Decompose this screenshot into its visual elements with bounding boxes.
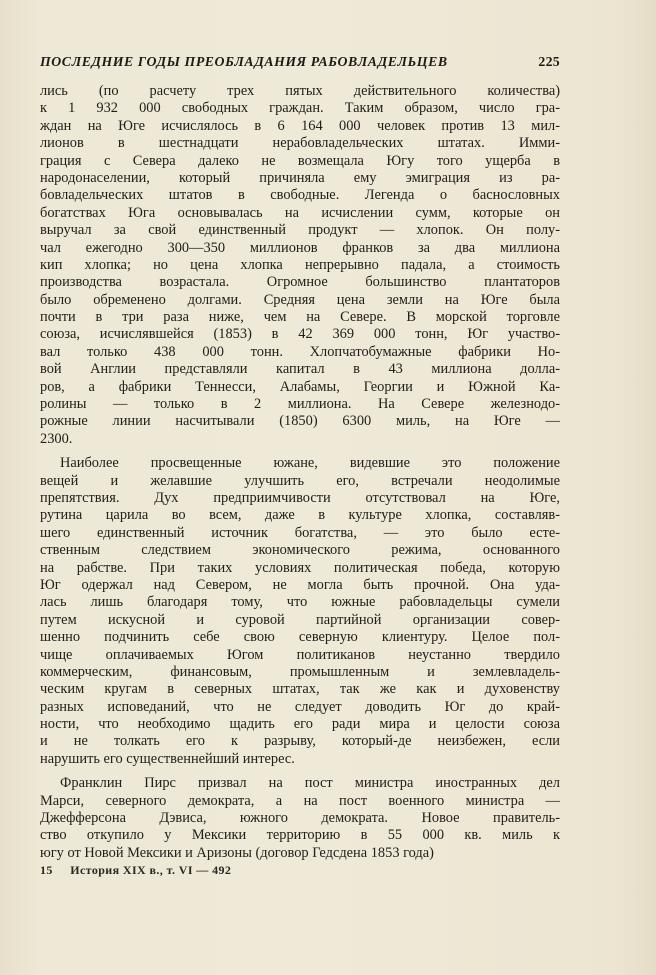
running-head xyxy=(40,54,560,70)
signature-number: 15 xyxy=(40,863,53,877)
text-line: лась лишь благодаря тому, что южные рабовладельцы сумели xyxy=(40,594,560,611)
text-line: ролины — только в 2 миллиона. На Севере железнодо- xyxy=(40,396,560,413)
text-line: к 1 932 000 свободных граждан. Таким образом, число гра- xyxy=(40,100,560,117)
text-line: коммерческим, финансовым, промышленным и землевладель- xyxy=(40,663,560,680)
text-line: Марси, северного демократа, а на пост военного министра — xyxy=(40,792,560,809)
running-head-title: ПОСЛЕДНИЕ ГОДЫ ПРЕОБЛАДАНИЯ РАБОВЛАДЕЛЬЦЕВ xyxy=(40,54,448,69)
text-line: вещей и желавшие улучшить его, встречали неодолимые xyxy=(40,472,560,489)
text-line: вал только 438 000 тонн. Хлопчатобумажные фабрики Но- xyxy=(40,343,560,360)
printer-signature xyxy=(40,863,231,878)
text-line: грация с Севера далеко не возмещала Югу того ущерба в xyxy=(40,152,560,169)
text-line: ческим кругам в северных штатах, так же как и духовенству xyxy=(40,681,560,698)
text-line: разных исповеданий, что не следует доводить Юг до край- xyxy=(40,698,560,715)
text-line: препятствия. Дух предприимчивости отсутствовал на Юге, xyxy=(40,489,560,506)
text-line: почти в три раза ниже, чем на Севере. В морской торговле xyxy=(40,309,560,326)
text-line: ров, а фабрики Теннесси, Алабамы, Георгии и Южной Ка- xyxy=(40,378,560,395)
text-line: ство откупило у Мексики территорию в 55 000 кв. миль к xyxy=(40,827,560,844)
signature-text: История XIX в., т. VI — 492 xyxy=(70,863,232,877)
text-line: лионов в шестнадцати нерабовладельческих штатах. Имми- xyxy=(40,135,560,152)
text-line: рутина царила во всем, даже в культуре хлопка, составляв- xyxy=(40,507,560,524)
text-line: выручал за свой единственный продукт — хлопок. Он полу- xyxy=(40,222,560,239)
text-line: богатствах Юга основывалась на исчислении сумм, которые он xyxy=(40,204,560,221)
text-line: на рабстве. При таких условиях политическая победа, которую xyxy=(40,559,560,576)
paragraph xyxy=(40,455,560,768)
text-line: производства возрастала. Огромное большинство плантаторов xyxy=(40,274,560,291)
paragraph-gap xyxy=(40,768,560,775)
text-line: Юг одержал над Севером, не могла быть прочной. Она уда- xyxy=(40,576,560,593)
text-line: ственным следствием экономического режима, основанного xyxy=(40,542,560,559)
paragraph-gap xyxy=(40,448,560,455)
text-line: шего единственный источник богатства, — это было есте- xyxy=(40,524,560,541)
paragraph xyxy=(40,775,560,862)
text-line: лись (по расчету трех пятых действительного количества) xyxy=(40,83,560,99)
text-line: ждан на Юге исчислялось в 6 164 000 человек против 13 мил- xyxy=(40,117,560,134)
paragraph xyxy=(40,83,560,448)
text-line: Джефферсона Дэвиса, южного демократа. Новое правитель- xyxy=(40,810,560,827)
text-line: было обременено долгами. Средняя цена земли на Юге была xyxy=(40,291,560,308)
text-line: нарушить его существеннейший интерес. xyxy=(40,750,295,767)
body-text xyxy=(40,83,560,862)
text-line: народонаселении, который причиняла ему эмиграция из ра- xyxy=(40,169,560,186)
text-line: кип хлопка; но цена хлопка непрерывно падала, а стоимость xyxy=(40,256,560,273)
text-line: бовладельческих штатов в свободные. Легенда о баснословных xyxy=(40,187,560,204)
text-line: вой Англии представляли капитал в 43 миллиона долла- xyxy=(40,361,560,378)
text-line: и не толкать его к разрыву, который-де неизбежен, если xyxy=(40,733,560,750)
text-line: союза, исчислявшейся (1853) в 42 369 000 тонн, Юг участво- xyxy=(40,326,560,343)
text-line: Наиболее просвещенные южане, видевшие это положение xyxy=(60,455,560,472)
page-number: 225 xyxy=(538,54,560,69)
text-line: югу от Новой Мексики и Аризоны (договор Гедсдена 1853 года) xyxy=(40,844,434,861)
text-line: 2300. xyxy=(40,430,73,447)
text-line: ности, что необходимо щадить его ради мира и целости союза xyxy=(40,716,560,733)
text-line: чище оплачиваемых Югом политиканов неустанно твердило xyxy=(40,646,560,663)
text-line: шенно подчинить себе свою северную клиентуру. Целое пол- xyxy=(40,629,560,646)
text-line: путем искусной и суровой партийной организации совер- xyxy=(40,611,560,628)
text-line: чал ежегодно 300—350 миллионов франков за два миллиона xyxy=(40,239,560,256)
text-line: рожные линии насчитывали (1850) 6300 миль, на Юге — xyxy=(40,413,560,430)
text-line: Франклин Пирс призвал на пост министра иностранных дел xyxy=(60,775,560,792)
